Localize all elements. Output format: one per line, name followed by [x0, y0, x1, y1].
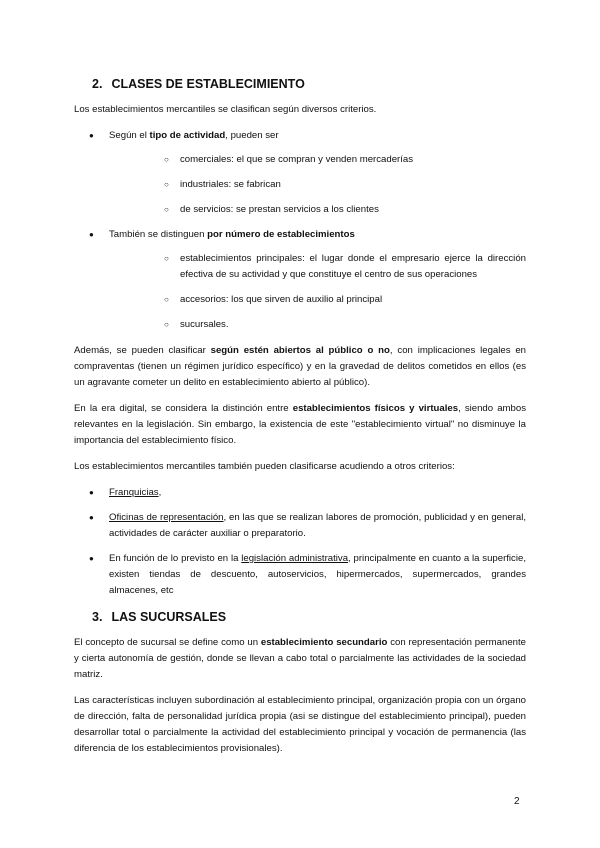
sublist-item — [109, 317, 526, 333]
section-2-number: 2. — [92, 77, 103, 91]
section-2-intro: Los establecimientos mercantiles se clasifican según diversos criterios. — [74, 104, 377, 115]
text-span: También se distinguen — [109, 229, 208, 240]
text-span: , pueden ser — [225, 130, 279, 141]
circle-bullet-icon: ○ — [164, 320, 169, 329]
classification-list — [74, 128, 526, 333]
bold-text: establecimiento secundario — [260, 637, 388, 648]
list-item-oficinas — [74, 510, 526, 542]
text-span: , — [158, 487, 162, 498]
text-span: , principalmente en cuanto a la superficie, existen tiendas de descuento, autoservicios, hipermercados, supermercados, grandes almacenes, etc — [109, 553, 526, 596]
list-item-tipo-actividad — [74, 128, 526, 218]
bold-text: establecimientos físicos y virtuales — [292, 403, 459, 414]
bullet-icon: ● — [89, 554, 94, 563]
paragraph-otros-criterios: Los establecimientos mercantiles también pueden clasificarse acudiendo a otros criterios: — [74, 461, 455, 472]
paragraph-era-digital — [74, 401, 526, 449]
sublist-text: establecimientos principales: el lugar donde el empresario ejerce la dirección efectiva de su actividad y que constituye el centro de sus operaciones — [180, 253, 526, 280]
text-span: , siendo ambos relevantes en la legislación. Sin embargo, la existencia de este "establecimiento virtual" no disminuye la importancia del establecimiento físico. — [74, 403, 526, 446]
section-3-heading — [92, 609, 526, 625]
bullet-icon: ● — [89, 131, 94, 140]
sublist-text: industriales: se fabrican — [180, 179, 281, 190]
section-2-heading — [92, 76, 526, 92]
sublist-text: de servicios: se prestan servicios a los clientes — [180, 204, 379, 215]
text-span: En función de lo previsto en la — [109, 553, 242, 564]
section-3-number: 3. — [92, 610, 103, 624]
circle-bullet-icon: ○ — [164, 155, 169, 164]
text-span: Según el — [109, 130, 150, 141]
sublist-item — [109, 251, 526, 283]
number-sublist — [109, 251, 526, 333]
sublist-item — [109, 292, 526, 308]
text-span: con representación permanente y cierta autonomía de gestión, donde se llevan a cabo total o parcialmente las actividades de la sociedad matriz. — [74, 637, 526, 680]
activity-sublist — [109, 152, 526, 218]
circle-bullet-icon: ○ — [164, 180, 169, 189]
other-criteria-list — [74, 485, 526, 599]
text-span: El concepto de sucursal se define como un — [74, 637, 261, 648]
circle-bullet-icon: ○ — [164, 205, 169, 214]
underlined-text: legislación administrativa — [241, 553, 349, 564]
paragraph-ademas — [74, 343, 526, 391]
circle-bullet-icon: ○ — [164, 295, 169, 304]
underlined-text: Oficinas de representación — [109, 512, 224, 523]
list-item-numero-establecimientos — [74, 227, 526, 333]
list-item-franquicias — [74, 485, 526, 501]
sublist-text: sucursales. — [180, 319, 229, 330]
underlined-text: Franquicias — [109, 487, 159, 498]
paragraph-caracteristicas: Las características incluyen subordinación al establecimiento principal, organización propia con un órgano de dirección, falta de personalidad jurídica propia (asi se distingue del establecimiento principal), pueden desarrollar total o parcialmente la actividad del establecimiento principal y vocación de permanencia (las diferencia de los establecimientos provisionales). — [74, 695, 526, 754]
sublist-item — [109, 152, 526, 168]
circle-bullet-icon: ○ — [164, 254, 169, 263]
bullet-icon: ● — [89, 513, 94, 522]
page-content — [74, 76, 526, 767]
section-2-title: CLASES DE ESTABLECIMIENTO — [111, 77, 305, 91]
bold-text: por número de establecimientos — [207, 229, 355, 240]
text-span: , en las que se realizan labores de promoción, publicidad y en general, actividades de carácter auxiliar o preparatorio. — [109, 512, 526, 539]
bold-text: según estén abiertos al público o no — [210, 345, 390, 356]
section-3-title: LAS SUCURSALES — [111, 610, 227, 624]
sublist-item — [109, 177, 526, 193]
sublist-item — [109, 202, 526, 218]
text-span: En la era digital, se considera la distinción entre — [74, 403, 293, 414]
bullet-icon: ● — [89, 230, 94, 239]
page-number: 2 — [514, 796, 520, 807]
list-item-legislacion — [74, 551, 526, 599]
paragraph-concepto-sucursal — [74, 635, 526, 683]
sublist-text: comerciales: el que se compran y venden mercaderías — [180, 154, 414, 165]
bullet-icon: ● — [89, 488, 94, 497]
text-span: Además, se pueden clasificar — [74, 345, 211, 356]
text-span: , con implicaciones legales en compraventas (tienen un régimen jurídico específico) y en la gravedad de delitos cometidos en ellos (es un agravante cometer un delito en establecimiento abierto al público). — [74, 345, 526, 388]
bold-text: tipo de actividad — [149, 130, 226, 141]
sublist-text: accesorios: los que sirven de auxilio al principal — [180, 294, 383, 305]
